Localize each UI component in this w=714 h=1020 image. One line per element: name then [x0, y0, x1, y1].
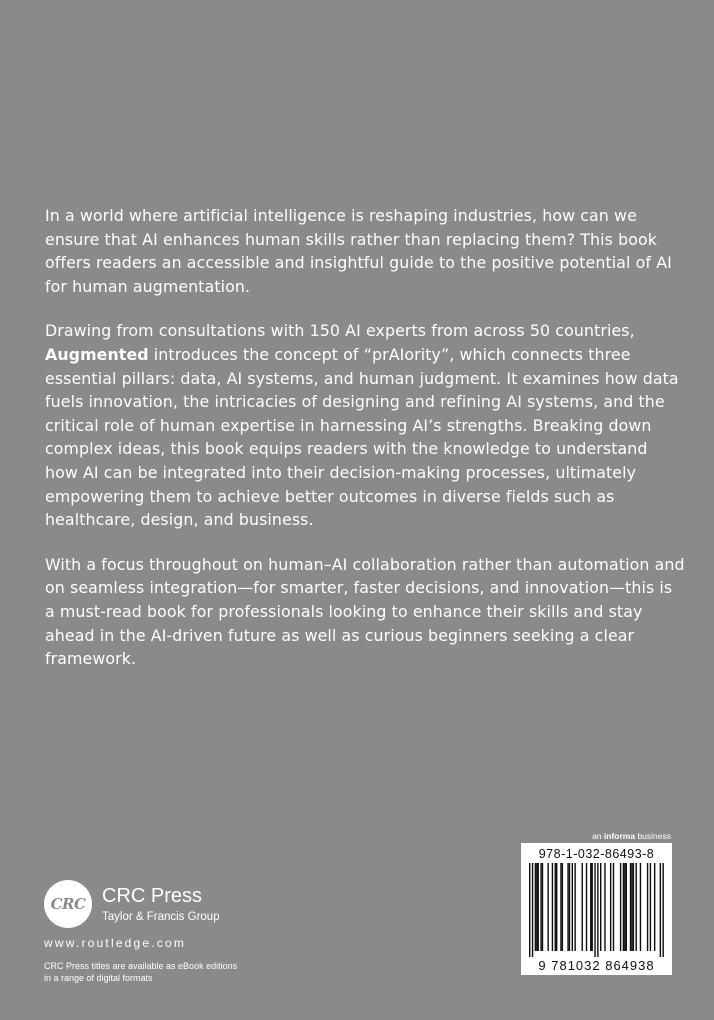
barcode-bar: [590, 863, 591, 951]
barcode-bar: [562, 863, 563, 951]
blurb-paragraph-3: With a focus throughout on human–AI collaboration rather than automation and on seamless integration—for smarter, faster decisions, and innovation—this is a must-read book for professionals looking to enhance their skills and stay ahead in the AI-driven future as well as curious beginners seeking a clear framework.: [45, 554, 685, 669]
barcode-bar: [662, 863, 663, 957]
informa-business-tag: [592, 831, 671, 841]
barcode-bar: [542, 863, 543, 951]
ebook-note: [44, 960, 344, 984]
barcode-bar: [620, 863, 621, 951]
barcode-bar: [572, 863, 573, 951]
barcode-bar: [529, 863, 530, 957]
barcode-bar: [660, 863, 661, 957]
barcode-bar: [555, 863, 556, 951]
barcode-bar: [556, 863, 557, 951]
barcode-bar: [633, 863, 634, 951]
ebook-note-line-1: CRC Press titles are available as eBook editions: [44, 961, 238, 971]
barcode-bar: [547, 863, 548, 951]
informa-bold: informa: [603, 831, 636, 841]
barcode-bar: [624, 863, 625, 951]
barcode-bar: [538, 863, 539, 951]
barcode-bar: [597, 863, 598, 957]
barcode-bar: [630, 863, 631, 951]
barcode-bar: [640, 863, 641, 951]
barcode-bar: [582, 863, 583, 951]
publisher-website: www.routledge.com: [44, 936, 187, 950]
book-title-bold: Augmented: [45, 344, 149, 364]
crc-logo-icon: [44, 880, 92, 928]
barcode-bar: [647, 863, 648, 951]
publisher-group: Taylor & Francis Group: [102, 910, 220, 923]
barcode-bar: [610, 863, 611, 951]
barcode-bar: [650, 863, 651, 951]
barcode-bar: [623, 863, 624, 951]
barcode-bar: [604, 863, 605, 951]
barcode-bar: [574, 863, 575, 951]
barcode-bar: [569, 863, 570, 951]
barcode-bar: [586, 863, 587, 951]
barcode-bar: [654, 863, 655, 951]
barcode-bar: [552, 863, 553, 951]
barcode-bar: [532, 863, 533, 957]
crc-logo-text: CRC: [50, 895, 86, 913]
barcode-bar: [594, 863, 595, 957]
blurb-paragraph-2: [45, 319, 685, 531]
barcode-bar: [631, 863, 632, 951]
isbn-digits: 9 781032 864938: [538, 958, 655, 973]
barcode-bar: [613, 863, 614, 951]
ebook-note-line-2: in a range of digital formats: [44, 973, 153, 983]
barcode-bar: [540, 863, 541, 951]
barcode-bar: [591, 863, 592, 951]
publisher-logo-row: [44, 880, 344, 928]
informa-suffix: business: [635, 831, 671, 841]
barcode-bar: [560, 863, 561, 951]
publisher-block: [44, 880, 344, 984]
barcode-bar: [535, 863, 536, 951]
isbn-hyphenated: 978-1-032-86493-8: [538, 847, 655, 861]
barcode-bar: [600, 863, 601, 951]
blurb-paragraph-2-start: Drawing from consultations with 150 AI experts from across 50 countries,: [45, 321, 635, 341]
publisher-name: CRC Press: [102, 884, 203, 907]
back-cover-blurb: [45, 204, 685, 692]
barcode-bar: [636, 863, 637, 951]
informa-prefix: an: [592, 831, 604, 841]
blurb-paragraph-2-end: introduces the concept of “prAIority”, which connects three essential pillars: data, AI systems, and human judgment. It examines how data fuels innovation, the intricacies of designing and refining AI systems, and the critical role of human expertise in harnessing AI’s strengths. Breaking down complex ideas, this book equips readers with the knowledge to understand how AI can be integrated into their decision-making processes, ultimately empowering them to achieve better outcomes in diverse fields such as healthcare, design, and business.: [45, 344, 679, 530]
barcode-bars: [521, 863, 672, 959]
barcode-bar: [536, 863, 537, 951]
publisher-name-block: [102, 885, 220, 924]
barcode-bar: [626, 863, 627, 951]
blurb-paragraph-1: In a world where artificial intelligence is reshaping industries, how can we ensure that AI enhances human skills rather than replacing them? This book offers readers an accessible and insightful guide to the positive potential of AI for human augmentation.: [45, 206, 672, 296]
barcode-bar: [567, 863, 568, 951]
isbn-barcode: [521, 843, 672, 975]
